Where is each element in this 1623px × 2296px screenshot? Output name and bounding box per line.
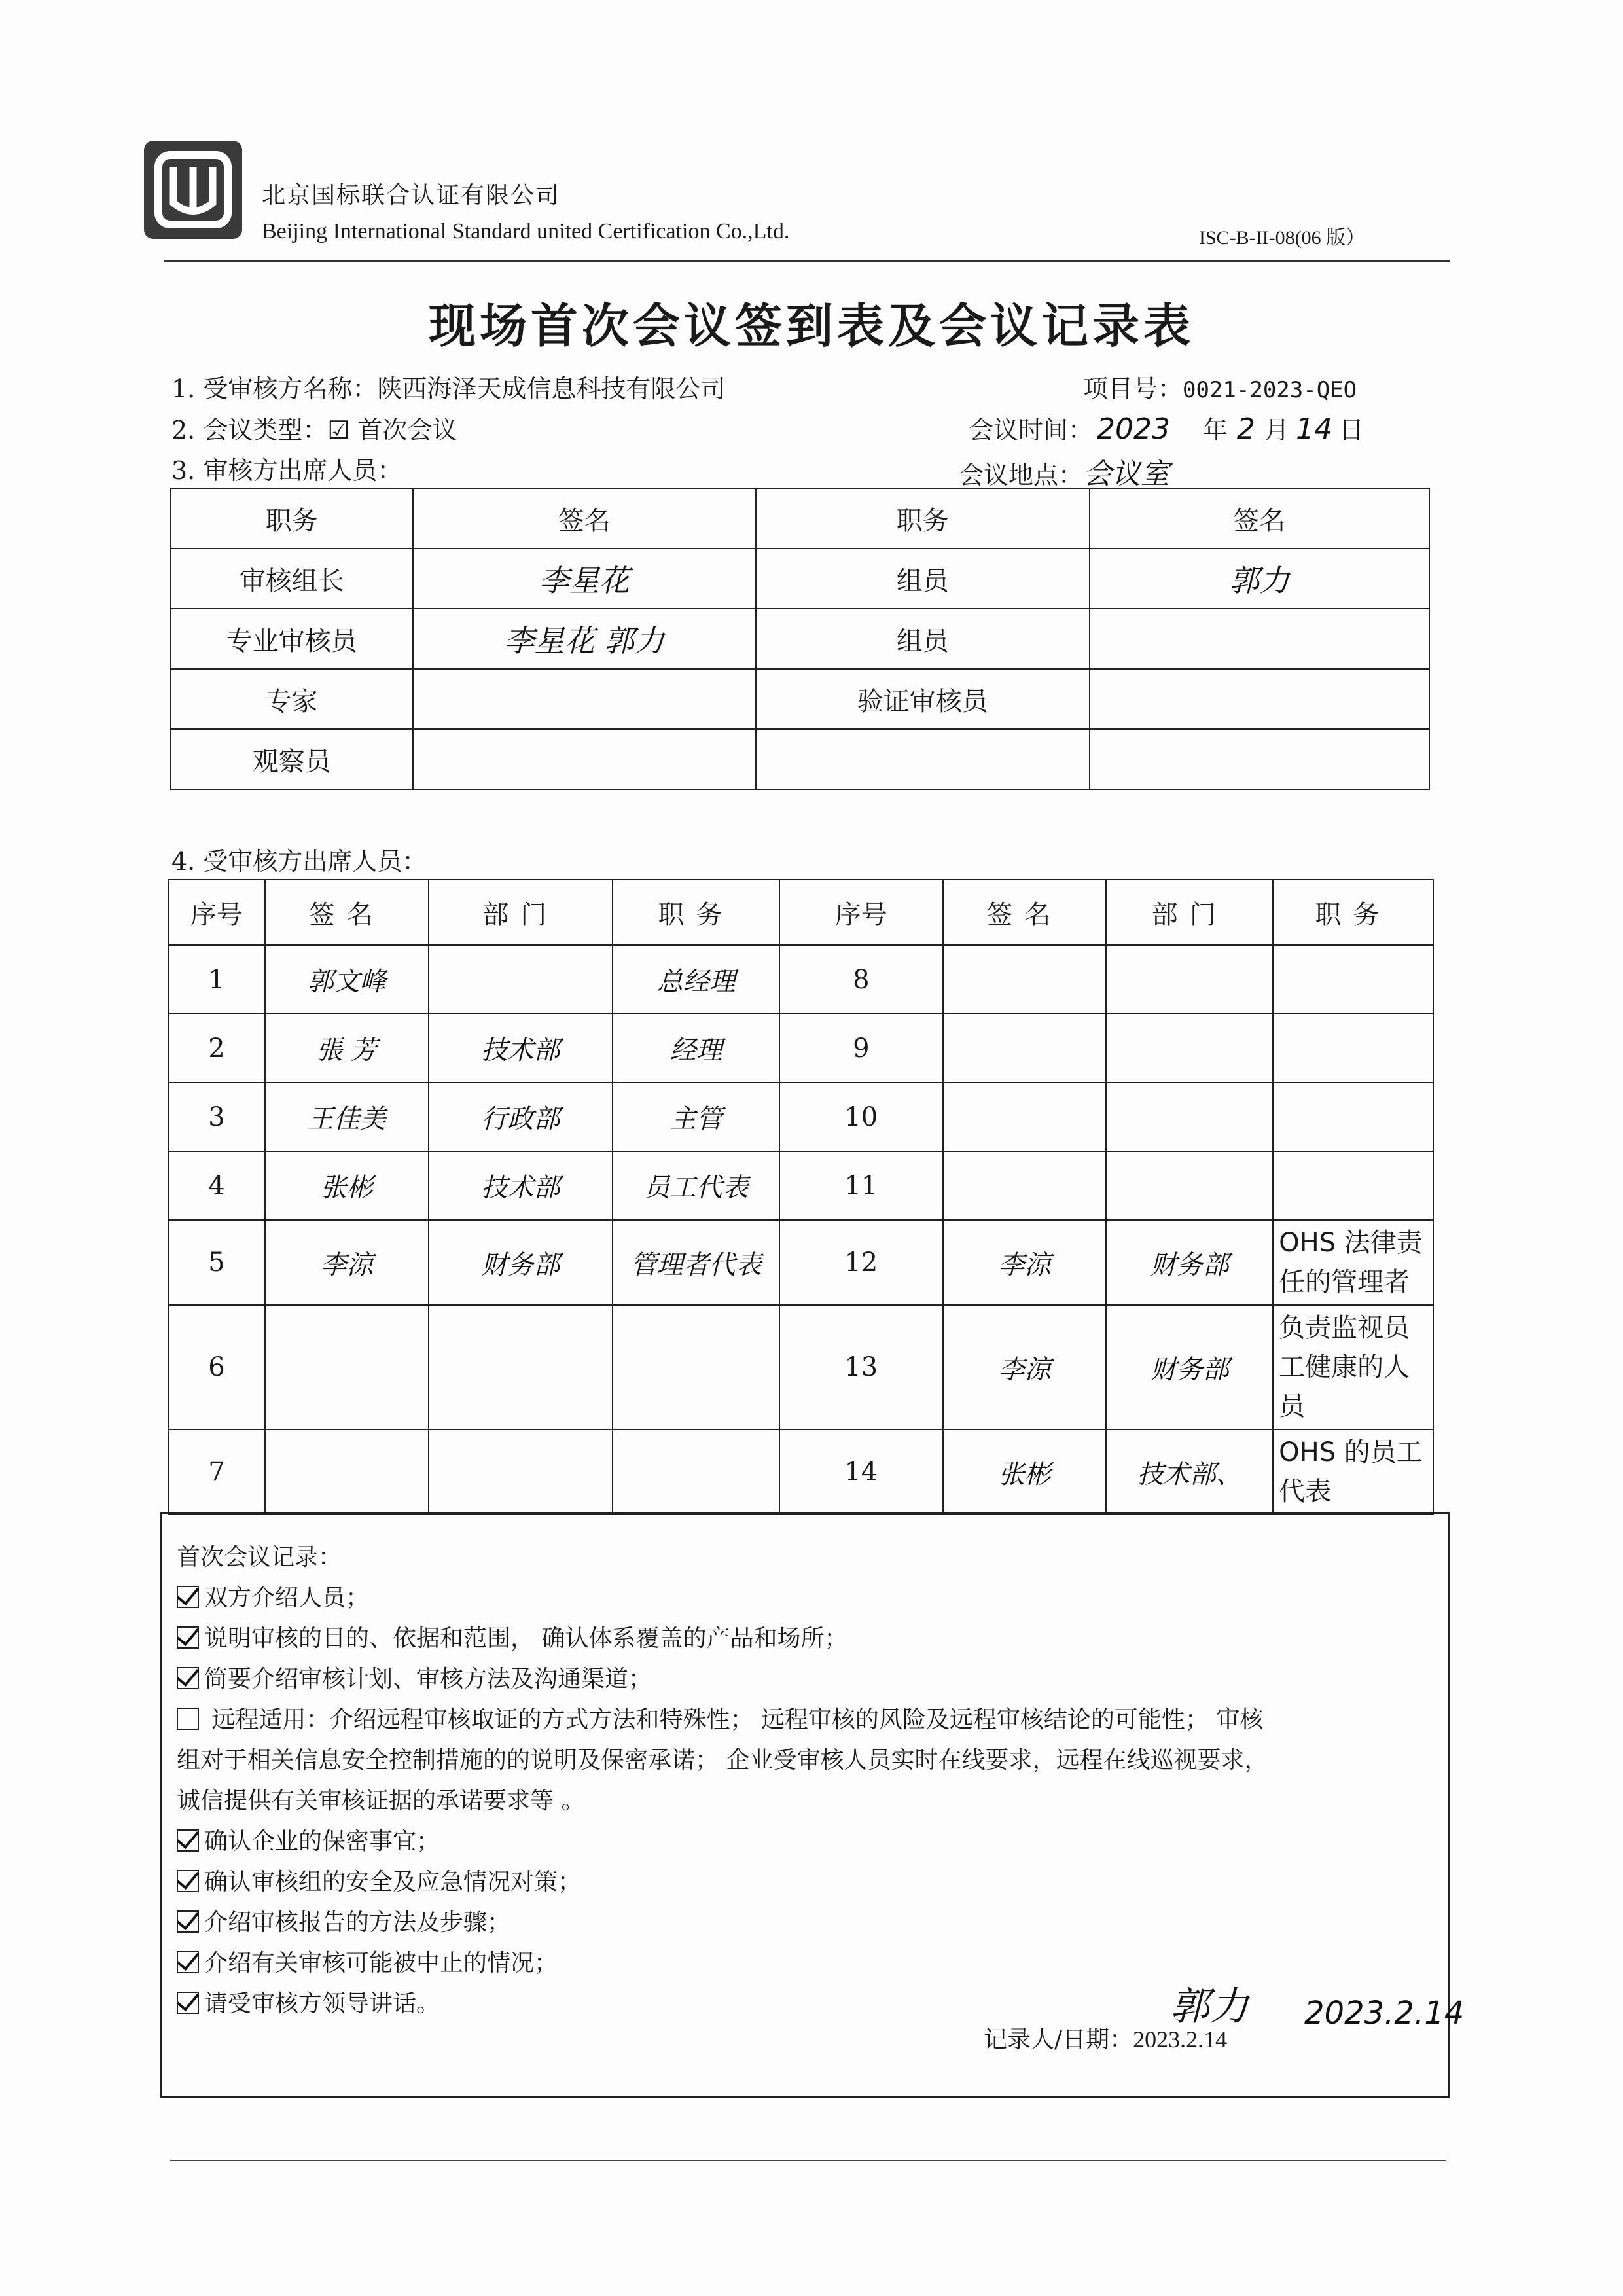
meeting-time-label: 会议时间： [969,416,1094,444]
row-number: 11 [779,1151,943,1220]
signature-cell [1090,669,1429,729]
header-signature: 签名 [265,880,429,945]
position-cell: 管理者代表 [613,1220,779,1305]
department-cell [1106,1151,1273,1220]
signature-cell [943,1151,1107,1220]
signature-cell: 李涼 [943,1305,1107,1429]
position-cell: 主管 [613,1083,779,1151]
project-number: 0021-2023-QEO [1183,377,1357,403]
position-cell [1273,945,1433,1014]
department-cell: 技术部、 [1106,1429,1273,1515]
meeting-type-line [171,410,457,446]
minutes-item-continued: 诚信提供有关审核证据的承诺要求等 。 [177,1787,585,1814]
table-row [168,1429,1433,1515]
meeting-type-label: 2. 会议类型： [171,416,328,444]
meeting-time-line [969,410,1364,446]
meeting-day: 14 [1296,412,1333,446]
company-name-en: Beijing International Standard united Certification Co.,Ltd. [262,219,790,243]
minutes-item: 简要介绍审核计划、审核方法及沟通渠道； [177,1660,652,1694]
row-number: 5 [168,1220,265,1305]
role-cell: 组员 [756,609,1089,669]
checkbox-checked-icon [177,1586,199,1608]
row-number: 4 [168,1151,265,1220]
signature-cell [943,1083,1107,1151]
meeting-type-checkbox-icon: ☑ [327,416,350,444]
header-divider [164,260,1450,262]
signature-cell [413,669,756,729]
day-unit: 日 [1339,416,1364,444]
department-cell: 技术部 [429,1151,613,1220]
checkbox-checked-icon [177,1667,199,1689]
signature-cell [1090,609,1429,669]
row-number: 7 [168,1429,265,1515]
signature-cell [1090,729,1429,789]
role-cell [756,729,1089,789]
department-cell: 财务部 [1106,1305,1273,1429]
table-row [168,1014,1433,1083]
header-role: 职务 [171,488,413,548]
header-position: 职务 [613,880,779,945]
project-number-line [1083,368,1357,404]
header-signature: 签名 [413,488,756,548]
auditee-name-label: 1. 受审核方名称： [171,374,378,403]
table-header-row [168,880,1433,945]
meeting-minutes-box [160,1512,1465,2098]
table-row [168,1083,1433,1151]
checkbox-checked-icon [177,1910,199,1933]
department-cell: 技术部 [429,1014,613,1083]
table-row [168,945,1433,1014]
row-number: 1 [168,945,265,1014]
department-cell [429,1305,613,1429]
header-position: 职务 [1273,880,1433,945]
position-cell: 负责监视员工健康的人员 [1273,1305,1433,1429]
row-number: 8 [779,945,943,1014]
department-cell [1106,945,1273,1014]
meeting-place-line [959,450,1169,492]
position-cell: 总经理 [613,945,779,1014]
row-number: 9 [779,1014,943,1083]
header-signature: 签名 [943,880,1107,945]
minutes-item: 确认企业的保密事宜； [177,1823,440,1856]
row-number: 10 [779,1083,943,1151]
department-cell [1106,1083,1273,1151]
signature-cell: 張 芳 [265,1014,429,1083]
checkbox-checked-icon [177,1870,199,1892]
recorder-label: 记录人/日期： [984,2026,1133,2053]
department-cell [429,945,613,1014]
signature-cell: 郭力 [1090,548,1429,609]
department-cell: 财务部 [429,1220,613,1305]
signature-cell [413,729,756,789]
company-logo [144,141,242,239]
signature-cell: 李星花 [413,548,756,609]
signature-cell [943,1014,1107,1083]
signature-cell [265,1429,429,1515]
recorder-printed-date: 2023.2.14 [1133,2026,1228,2053]
year-unit: 年 [1203,416,1228,444]
header-department: 部门 [1106,880,1273,945]
minutes-item: 远程适用：介绍远程审核取证的方式方法和特殊性； 远程审核的风险及远程审核结论的可能性； 审核 [177,1701,1263,1734]
table-row [171,609,1429,669]
meeting-place-label: 会议地点： [959,461,1084,490]
project-number-label: 项目号： [1083,374,1183,403]
table-row [168,1305,1433,1429]
auditee-name: 陕西海泽天成信息科技有限公司 [377,374,726,403]
minutes-item-continued: 组对于相关信息安全控制措施的的说明及保密承诺； 企业受审核人员实时在线要求，远程在线巡视要求， [177,1747,1268,1774]
position-cell: 经理 [613,1014,779,1083]
role-cell: 验证审核员 [756,669,1089,729]
meeting-place: 会议室 [1083,457,1170,491]
checkbox-checked-icon [177,1829,199,1852]
signature-cell: 郭文峰 [265,945,429,1014]
role-cell: 专家 [171,669,413,729]
signature-cell: 张彬 [943,1429,1107,1515]
minutes-title: 首次会议记录： [177,1544,342,1571]
signature-cell: 王佳美 [265,1083,429,1151]
role-cell: 专业审核员 [171,609,413,669]
minutes-item: 说明审核的目的、依据和范围， 确认体系覆盖的产品和场所； [177,1620,847,1653]
minutes-item: 请受审核方领导讲话。 [177,1985,440,2018]
minutes-item: 介绍有关审核可能被中止的情况； [177,1945,558,1978]
header-department: 部门 [429,880,613,945]
department-cell [429,1429,613,1515]
signature-cell [265,1305,429,1429]
checkbox-checked-icon [177,1992,199,2014]
signature-cell: 李涼 [943,1220,1107,1305]
document-title: 现场首次会议签到表及会议记录表 [428,298,1194,353]
position-cell [1273,1083,1433,1151]
signature-cell: 张彬 [265,1151,429,1220]
position-cell: OHS 的员工代表 [1273,1429,1433,1515]
meeting-month: 2 [1237,412,1256,446]
position-cell: OHS 法律责任的管理者 [1273,1220,1433,1305]
department-cell [1106,1014,1273,1083]
position-cell [1273,1151,1433,1220]
audit-team-table [170,488,1430,790]
table-row [171,729,1429,789]
position-cell: 员工代表 [613,1151,779,1220]
row-number: 3 [168,1083,265,1151]
header-role: 职务 [756,488,1089,548]
meeting-type: 首次会议 [357,416,457,444]
header-number: 序号 [779,880,943,945]
auditee-attendees-label: 4. 受审核方出席人员： [171,847,427,876]
minutes-item: 双方介绍人员； [177,1579,369,1613]
auditee-attendees-table [168,879,1434,1515]
table-row [168,1220,1433,1305]
recorder-handwritten-date: 2023.2.14 [1304,1995,1465,2032]
auditee-name-line [171,368,725,404]
month-unit: 月 [1264,416,1290,444]
minutes-item: 确认审核组的安全及应急情况对策； [177,1863,581,1897]
position-cell [613,1429,779,1515]
checkbox-empty-icon [177,1708,199,1730]
header-number: 序号 [168,880,265,945]
row-number: 12 [779,1220,943,1305]
checkbox-checked-icon [177,1951,199,1973]
minutes-item: 介绍审核报告的方法及步骤； [177,1904,510,1937]
table-row [171,548,1429,609]
footer-divider [170,2160,1446,2161]
signature-cell: 李涼 [265,1220,429,1305]
header-signature: 签名 [1090,488,1429,548]
department-cell: 财务部 [1106,1220,1273,1305]
table-row [171,669,1429,729]
table-row [168,1151,1433,1220]
role-cell: 观察员 [171,729,413,789]
row-number: 14 [779,1429,943,1515]
form-code: ISC-B-II-08(06 版） [1199,227,1366,249]
row-number: 13 [779,1305,943,1429]
row-number: 2 [168,1014,265,1083]
checkbox-checked-icon [177,1626,199,1649]
department-cell: 行政部 [429,1083,613,1151]
company-name-cn: 北京国标联合认证有限公司 [262,182,561,209]
position-cell [1273,1014,1433,1083]
table-header-row [171,488,1429,548]
signature-cell: 李星花 郭力 [413,609,756,669]
audit-attendees-label: 3. 审核方出席人员： [171,456,402,485]
role-cell: 审核组长 [171,548,413,609]
signature-cell [943,945,1107,1014]
row-number: 6 [168,1305,265,1429]
recorder-signature: 郭力 [1170,1984,1249,2030]
role-cell: 组员 [756,548,1089,609]
meeting-year: 2023 [1097,412,1170,446]
position-cell [613,1305,779,1429]
